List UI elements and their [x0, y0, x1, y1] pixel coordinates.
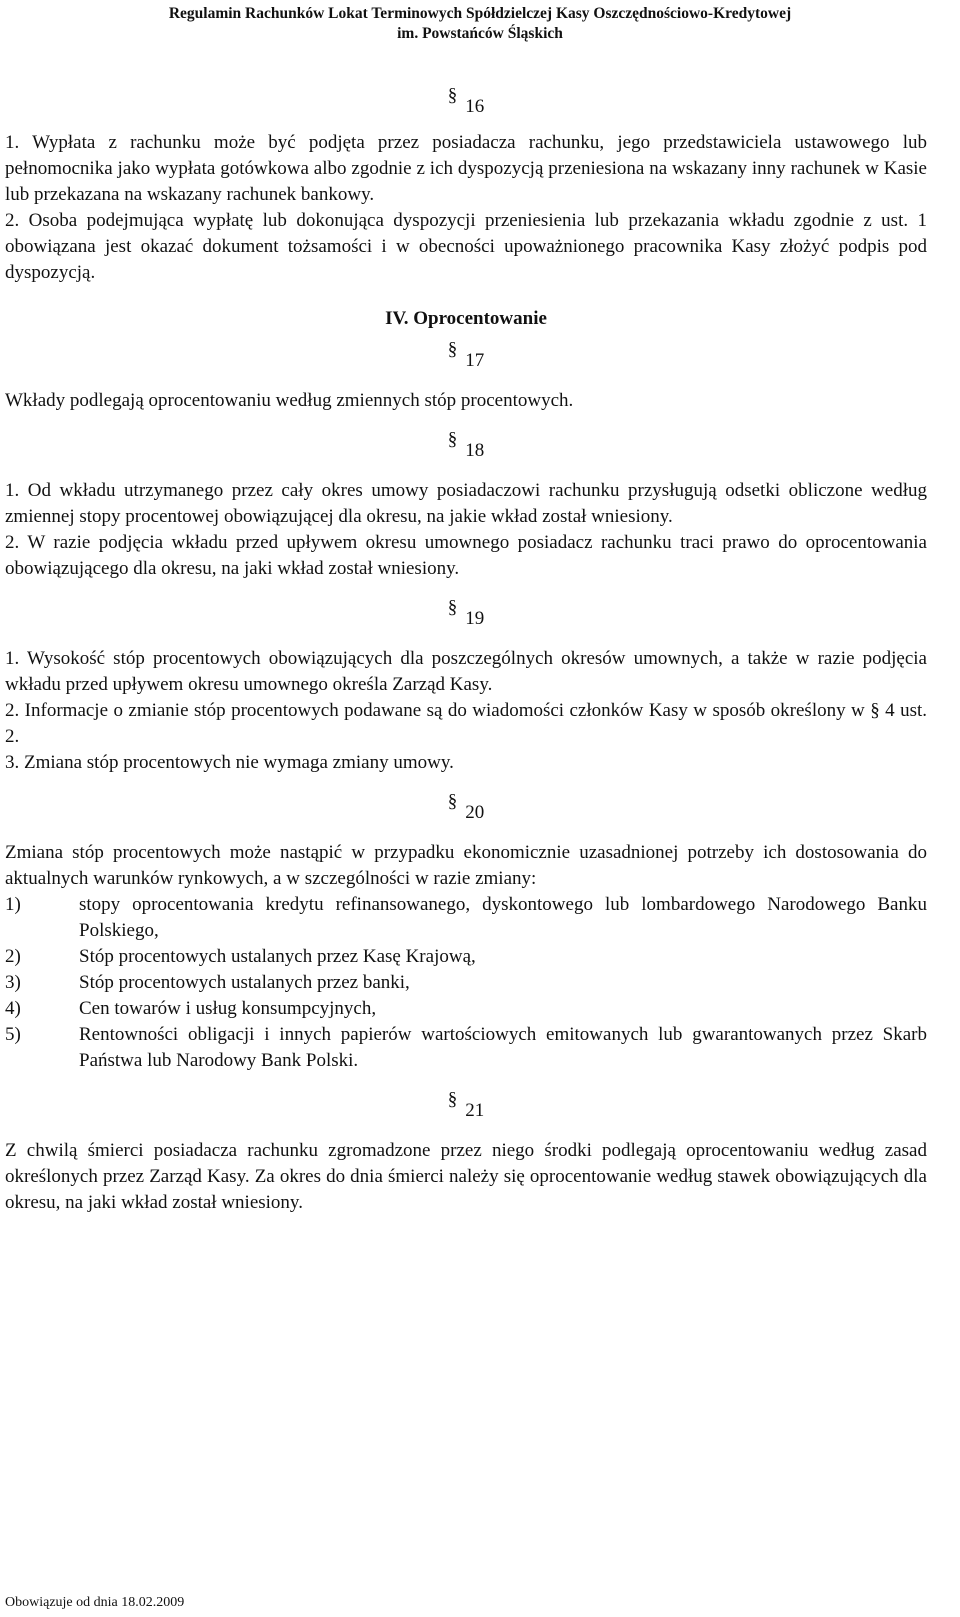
section-heading-16 [5, 85, 927, 120]
list-item [5, 944, 927, 970]
list-item-number: 4) [5, 998, 21, 1019]
paragraph: 1. Od wkładu utrzymanego przez cały okres umowy posiadaczowi rachunku przysługują odsetki obliczone według zmiennej stopy procentowej obowiązującej dla okresu, na jakie wkład został wniesiony. [5, 480, 927, 527]
list-item-number: 3) [5, 972, 21, 993]
section-number: 21 [465, 1100, 485, 1121]
section-heading-20 [5, 791, 927, 826]
list-item-text: Stóp procentowych ustalanych przez Kasę Krajową, [79, 946, 476, 967]
section-heading-21 [5, 1089, 927, 1124]
paragraph: 1. Wysokość stóp procentowych obowiązujących dla poszczególnych okresów umownych, a także w razie podjęcia wkładu przed upływem okresu umownego określa Zarząd Kasy. [5, 648, 927, 695]
section-heading-17 [5, 339, 927, 374]
paragraph: 2. Informacje o zmianie stóp procentowych podawane są do wiadomości członków Kasy w sposób określony w § 4 ust. 2. [5, 700, 927, 747]
list-item-text: Stóp procentowych ustalanych przez banki, [79, 972, 410, 993]
paragraph: 3. Zmiana stóp procentowych nie wymaga zmiany umowy. [5, 752, 454, 773]
section-sign-icon: § [447, 429, 458, 450]
section-number: 18 [465, 440, 485, 461]
list-item-text: Rentowności obligacji i innych papierów wartościowych emitowanych lub gwarantowanych przez Skarb Państwa lub Narodowy Bank Polski. [79, 1024, 927, 1071]
section-heading-19 [5, 597, 927, 632]
section-number: 20 [465, 802, 485, 823]
paragraph: Zmiana stóp procentowych może nastąpić w przypadku ekonomicznie uzasadnionej potrzeby ich dostosowania do aktualnych warunków rynkowych, a w szczególności w razie zmiany: [5, 842, 927, 889]
list-item [5, 1022, 927, 1074]
section-number: 16 [465, 96, 485, 117]
footer-effective-date: Obowiązuje od dnia 18.02.2009 [5, 1595, 185, 1610]
document-body [5, 85, 927, 1216]
section-sign-icon: § [447, 85, 458, 106]
section-number: 19 [465, 608, 485, 629]
list-item [5, 970, 927, 996]
list-item-text: Cen towarów i usług konsumpcyjnych, [79, 998, 377, 1019]
paragraph: 2. Osoba podejmująca wypłatę lub dokonująca dyspozycji przeniesienia lub przekazania wkładu zgodnie z ust. 1 obowiązana jest okazać dokument tożsamości i w obecności upoważnionego pracownika Kasy złożyć podpis pod dyspozycją. [5, 210, 927, 283]
paragraph: Wkłady podlegają oprocentowaniu według zmiennych stóp procentowych. [5, 390, 574, 411]
section-sign-icon: § [447, 597, 458, 618]
paragraph: Z chwilą śmierci posiadacza rachunku zgromadzone przez niego środki podlegają oprocentowaniu według zasad określonych przez Zarząd Kasy. Za okres do dnia śmierci należy się oprocentowanie według stawek obowiązujących dla okresu, na jaki wkład został wniesiony. [5, 1140, 927, 1213]
chapter-title: IV. Oprocentowanie [385, 308, 547, 329]
paragraph: 2. W razie podjęcia wkładu przed upływem okresu umownego posiadacz rachunku traci prawo do oprocentowania obowiązującego dla okresu, na jaki wkład został wniesiony. [5, 532, 927, 579]
header-title-line1: Regulamin Rachunków Lokat Terminowych Spółdzielczej Kasy Oszczędnościowo-Kredytowej [168, 5, 792, 22]
section-sign-icon: § [447, 339, 458, 360]
list-item-number: 5) [5, 1024, 21, 1045]
paragraph: 1. Wypłata z rachunku może być podjęta przez posiadacza rachunku, jego przedstawiciela ustawowego lub pełnomocnika jako wypłata gotówkowa albo zgodnie z ich dyspozycją przeniesiona na wskazany inny rachunek w Kasie lub przekazana na wskazany rachunek bankowy. [5, 132, 927, 205]
header-title-line2: im. Powstańców Śląskich [397, 25, 563, 42]
section-sign-icon: § [447, 791, 458, 812]
list-item [5, 892, 927, 944]
list-item [5, 996, 927, 1022]
list-item-number: 2) [5, 946, 21, 967]
section-number: 17 [465, 350, 485, 371]
section-sign-icon: § [447, 1089, 458, 1110]
section-heading-18 [5, 429, 927, 464]
list-item-number: 1) [5, 894, 21, 915]
document-header [0, 4, 960, 44]
list-item-text: stopy oprocentowania kredytu refinansowanego, dyskontowego lub lombardowego Narodowego Banku Polskiego, [79, 894, 927, 941]
